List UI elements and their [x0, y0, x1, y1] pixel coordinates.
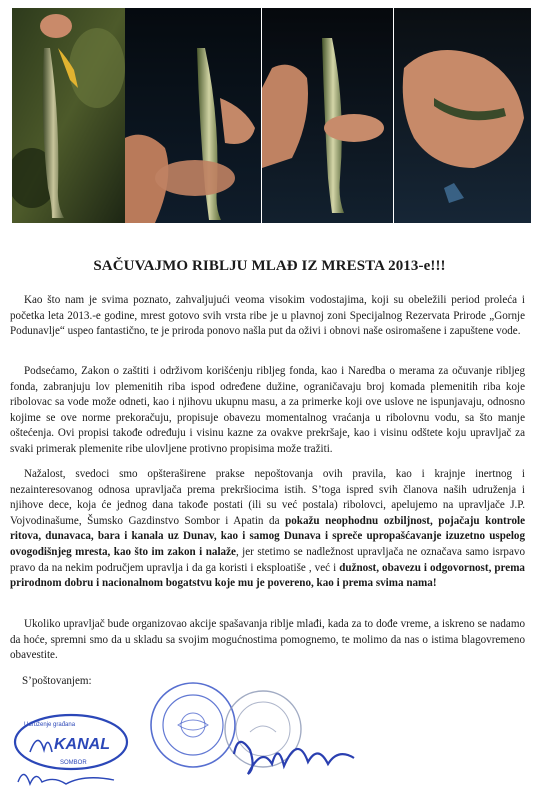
- page-title: SAČUVAJMO RIBLJU MLAĐ IZ MRESTA 2013-e!!!: [93, 258, 446, 274]
- appeal-text-cont: , jer stetimo se nadležnost upravljača ne označava samo isrpavo pravo da na nekim područjem upravlja i da ga koristi i eksploatiše , već i: [10, 545, 525, 574]
- photo-pike-released: [262, 8, 393, 223]
- photo-strip: [12, 8, 531, 223]
- paragraph-intro: Kao što nam je svima poznato, zahvaljujući veoma visokim vodostajima, koji su obeležili period proleća i početka leta 2013.-e godine, mrest gotovo svih vrsta ribe je u plavnoj zoni Specijalnog Rezervata Prirode „Gornje Podunavlje“ uspeo fantastično, te je priroda ponovo našla put da oživi i obnovi naše osiromašene i zapuštene vode.: [10, 294, 525, 338]
- paragraph-offer-help: Ukoliko upravljač bude organizovao akcije spašavanja riblje mlađi, kada za to dođe vreme, a iskreno se nadamo da hoće, spremni smo da u skladu sa svojim mogućnostima pomognemo, te molimo da nas o istima blagovremeno obavestite.: [10, 618, 525, 662]
- paragraph-law-reminder: Podsećamo, Zakon o zaštiti i održivom korišćenju ribljeg fonda, kao i Naredba o merama za očuvanje ribljeg fonda, zabranjuju lov plemenitih riba ispod određene dužine, ograničavaju broj komada plemenitih riba koje ribolovac sa vode može odneti, kao i njihovu ukupnu masu, a za primerke koji ove uslove ne ispunjavaju, odnosno kojime se ove norme prekoračuju, propisuje obavezu momentalnog vraćanja u ribolovnu vodu, sa što manje oštećenja. Ovi propisi takođe određuju i visinu kazne za ovakve prekršaje, kao i visinu odštete koju upravljač za svaki primerak plemenite ribe ulovljene protivno propisima može tražiti.: [10, 365, 525, 455]
- kanal-stamp-bottom: SOMBOR: [60, 760, 87, 766]
- paragraph-appeal: [10, 467, 525, 592]
- kanal-stamp-brand: KANAL: [54, 736, 110, 753]
- closing-salutation: S’poštovanjem:: [22, 675, 92, 687]
- appeal-duty-emphasis: dužnost, obavezu i odgovornost, prema prirodnom dobru i nacionalnom bogatstvu koje mu je povereno, kao i prema svima nama!: [10, 561, 525, 590]
- photo-fry-in-palm: [394, 8, 531, 223]
- photo-pike-in-hand: [125, 8, 261, 223]
- kanal-stamp-top: Udruženje građana: [24, 722, 76, 728]
- appeal-text: Nažalost, svedoci smo opšteraširene prakse nepoštovanja ovih pravila, kao i krajnje inertnog i nezainteresovanog odnosa upravljača prema prekršiocima istih. S’toga ispred svih članova naših udruženja i njihove dece, koja će jednog dana takođe postati (ili su već postala) ribolovci, apelujemo na upravljače J.P. Vojvodinašume, Šumsko Gazdinstvo Sombor i Apatin da: [10, 468, 525, 527]
- signature-left: [14, 762, 124, 797]
- photo-pike-held-by-lure: [12, 8, 125, 223]
- signature-right: [226, 724, 366, 789]
- appeal-emphasis: pokažu neophodnu ozbiljnost, pojačaju kontrole ritova, dunavaca, bara i kanala uz Dunav, kao i samog Dunava i spreče upropašćavanje izuzetno uspelog ovogodišnjeg mresta, kao što im zakon i nalaže: [10, 514, 526, 558]
